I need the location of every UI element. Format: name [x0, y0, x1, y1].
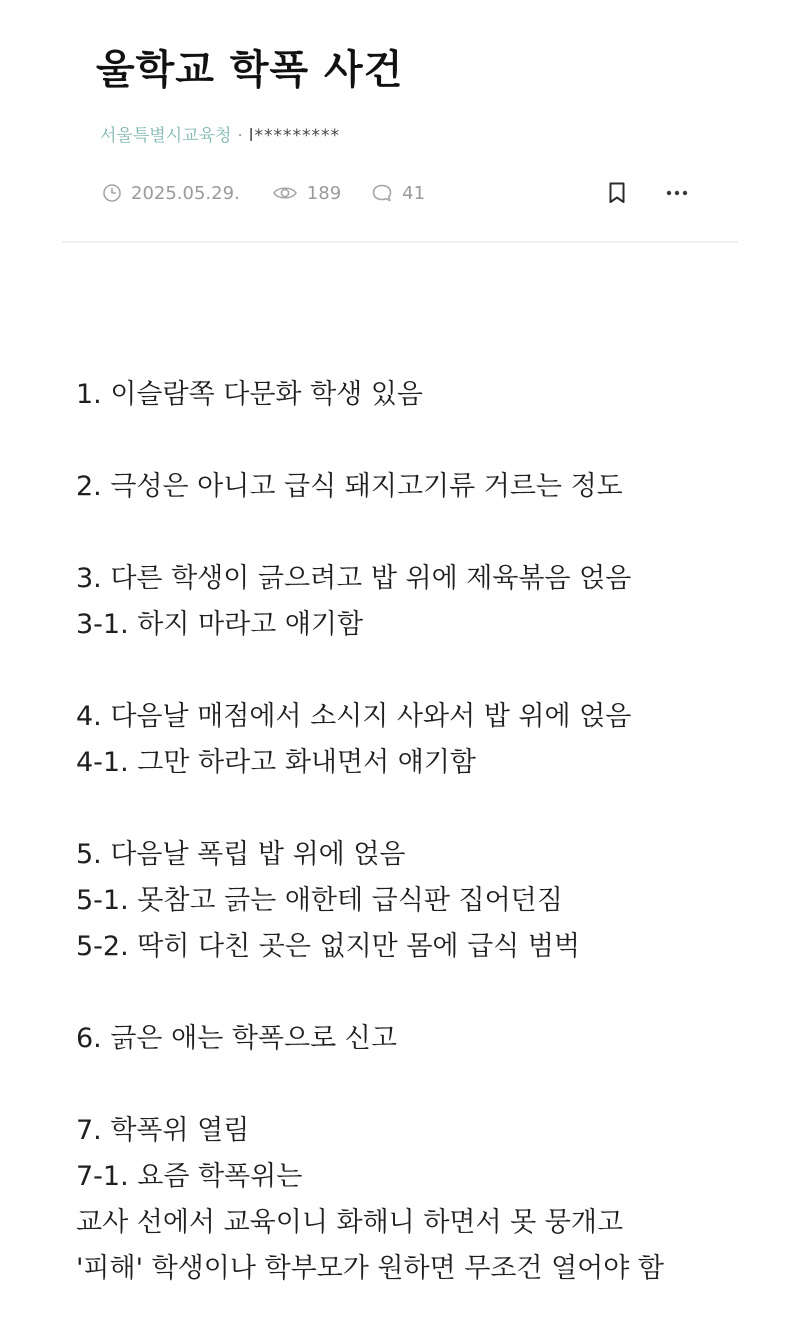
post-actions [600, 176, 694, 210]
body-blank-line [76, 418, 776, 464]
clock-icon [102, 183, 122, 203]
body-blank-line [76, 510, 776, 556]
body-line: 5. 다음날 폭립 밥 위에 얹음 [76, 839, 406, 870]
bookmark-button[interactable] [600, 176, 634, 210]
post-date [102, 183, 240, 204]
author-separator: · [237, 126, 243, 146]
post-meta [102, 178, 425, 208]
body-line: '피해' 학생이나 학부모가 원하면 무조건 열어야 함 [76, 1253, 664, 1284]
post-views [272, 183, 341, 204]
post-body [76, 372, 776, 1292]
body-blank-line [76, 1062, 776, 1108]
body-line: 교사 선에서 교육이니 화해니 하면서 못 뭉개고 [76, 1207, 624, 1238]
comment-bubble-icon [371, 183, 393, 203]
body-line: 3-1. 하지 마라고 얘기함 [76, 609, 364, 640]
more-dots-icon [665, 189, 689, 197]
board-link[interactable]: 서울특별시교육청 [100, 126, 232, 146]
body-line: 2. 극성은 아니고 급식 돼지고기류 거르는 정도 [76, 471, 623, 502]
body-blank-line [76, 970, 776, 1016]
post-comments[interactable] [371, 183, 425, 204]
author-line [100, 121, 340, 146]
author-name[interactable]: l********* [248, 126, 341, 146]
body-line: 4. 다음날 매점에서 소시지 사와서 밥 위에 얹음 [76, 701, 632, 732]
eye-icon [272, 183, 298, 203]
body-line: 6. 긁은 애는 학폭으로 신고 [76, 1023, 397, 1054]
post-views-count: 189 [306, 182, 342, 204]
body-line: 3. 다른 학생이 긁으려고 밥 위에 제육볶음 얹음 [76, 563, 632, 594]
body-line: 4-1. 그만 하라고 화내면서 얘기함 [76, 747, 476, 778]
more-options-button[interactable] [660, 176, 694, 210]
body-line: 1. 이슬람쪽 다문화 학생 있음 [76, 379, 423, 410]
post-comments-count: 41 [402, 182, 426, 204]
body-line: 5-1. 못참고 긁는 애한테 급식판 집어던짐 [76, 885, 563, 916]
bookmark-icon [607, 181, 627, 205]
body-line: 7-1. 요즘 학폭위는 [76, 1161, 303, 1192]
body-blank-line [76, 786, 776, 832]
post-title: 울학교 학폭 사건 [96, 47, 404, 93]
header-divider [62, 241, 738, 243]
body-line: 5-2. 딱히 다친 곳은 없지만 몸에 급식 범벅 [76, 931, 580, 962]
post-header [0, 0, 800, 244]
body-line: 7. 학폭위 열림 [76, 1115, 250, 1146]
post-date-text: 2025.05.29. [131, 182, 240, 204]
body-blank-line [76, 648, 776, 694]
